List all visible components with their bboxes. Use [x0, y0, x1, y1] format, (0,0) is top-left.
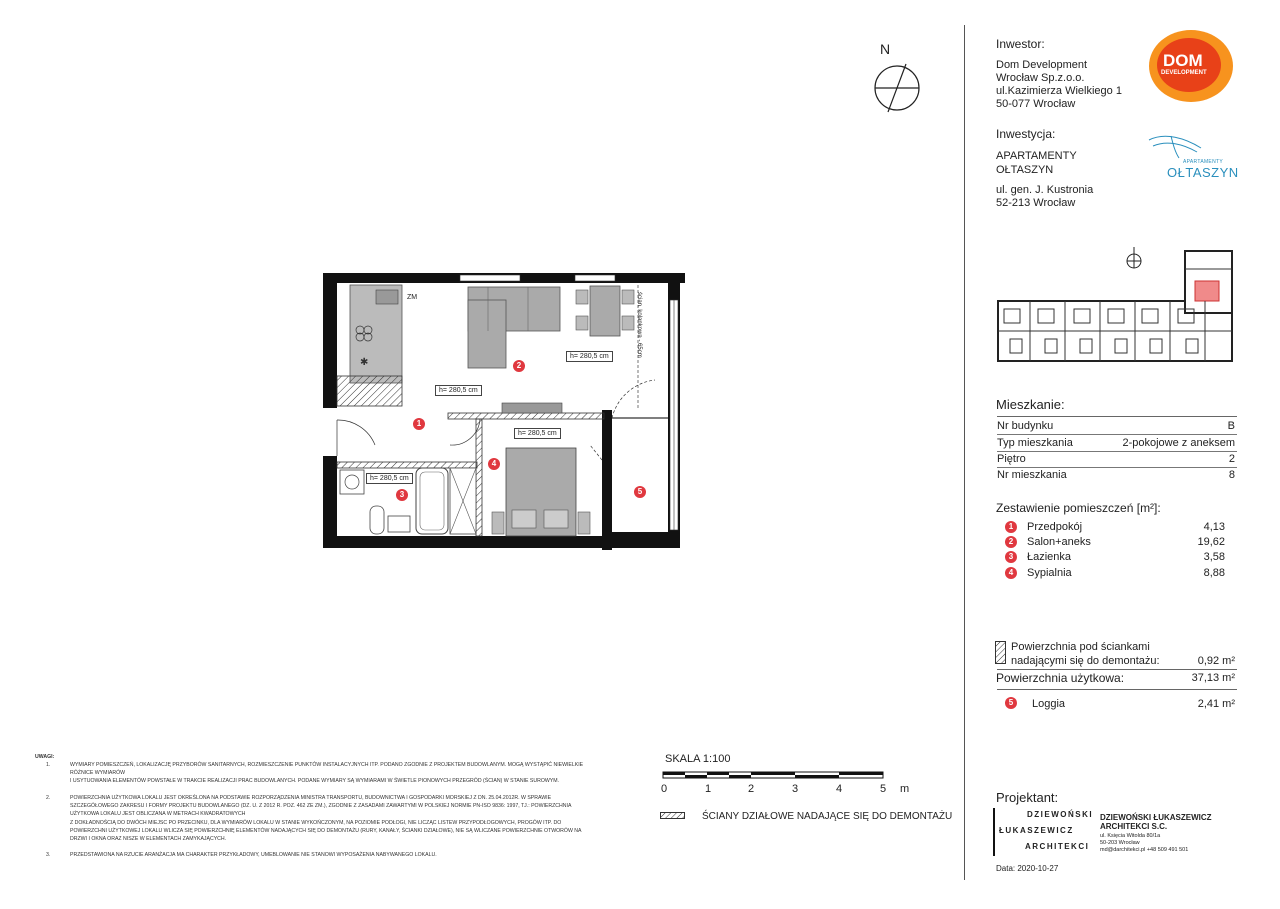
designer-date: Data: 2020-10-27 [996, 864, 1059, 873]
usable-area-label: Powierzchnia użytkowa: [996, 671, 1125, 685]
room-badge-4: 4 [488, 458, 500, 470]
note-2-line: POWIERZCHNIA UŻYTKOWA LOKALU JEST OKREŚLONA NA PODSTAWIE ROZPORZĄDZENIA MINISTRA TRANSPORTU, BUDOWNICTWA I GOSPODARKI MORSKIEJ Z DN. 25.04.2012R. W SPRAWIE [70, 795, 552, 801]
room-number-badge: 2 [1005, 536, 1017, 548]
room-name: Przedpokój [1027, 521, 1083, 533]
plan-height-label: h= 280,5 cm [514, 428, 561, 439]
note-2-line: Z DOKŁADNOŚCIĄ DO DWÓCH MIEJSC PO PRZECINKU, DLA WYMIARÓW LOKALU W STANIE WYKOŃCZONYM, NA POZIOMIE PODŁOGI, NIE LICZĄC LISTEW PRZYPODŁOGOWYCH, PROGÓW ITP. DO [70, 820, 562, 826]
room-area: 19,62 [1197, 536, 1225, 548]
plan-knee-wall-label: ścian. kolankowa - 65cm [636, 292, 642, 358]
logo-apartamenty-text: APARTAMENTY [1183, 159, 1223, 165]
note-3-no: 3. [46, 852, 51, 858]
room-number-badge: 1 [1005, 521, 1017, 533]
compass-icon [868, 58, 928, 118]
plan-zm-label: ZM [407, 294, 418, 301]
room-name: Salon+aneks [1027, 536, 1091, 548]
logo-dom-text: DOM [1163, 51, 1203, 70]
scale-bar [660, 768, 900, 782]
room-row [1005, 566, 1237, 581]
investor-line: Dom Development [996, 59, 1088, 71]
logo-oltaszyn-text: OŁTASZYN [1167, 165, 1239, 180]
row-label: Typ mieszkania [997, 437, 1073, 449]
row-value: 8 [1228, 469, 1235, 481]
panel-divider [964, 25, 965, 880]
scale-unit: m [900, 783, 910, 795]
investor-line: Wrocław Sp.z.o.o. [996, 72, 1085, 84]
table-rule [997, 416, 1237, 417]
investment-line: ul. gen. J. Kustronia [996, 184, 1094, 196]
scale-tick: 5 [880, 783, 887, 795]
investment-line: OŁTASZYN [996, 164, 1054, 176]
room-row [1005, 550, 1237, 565]
plan-height-label: h= 280,5 cm [435, 385, 482, 396]
note-2-line: DRZWI I OKNA ORAZ NISZE W ELEMENTACH ZAMYKAJĄCYCH. [70, 836, 227, 842]
apartment-row [997, 418, 1237, 435]
room-area: 4,13 [1203, 521, 1225, 533]
designer-address: ul. Księcia Witolda 80/1a [1100, 833, 1161, 839]
room-name: Sypialnia [1027, 567, 1072, 579]
totals-rule [997, 689, 1237, 690]
room-badge-1: 1 [413, 418, 425, 430]
apartment-row [997, 435, 1237, 452]
north-arrow [868, 42, 928, 118]
note-1-line: WYMIARY POMIESZCZEŃ, LOKALIZACJĘ PRZYBORÓW SANITARNYCH, ROZMIESZCZENIE PUNKTÓW INSTALACYJNYCH ITP. PODANO ZGODNIE Z PROJEKTEM BUDOWLANYM. MOGĄ WYSTĄPIĆ NIEWIELKIE [70, 762, 584, 768]
note-1-no: 1. [46, 762, 51, 768]
note-2-line: SZCZEGÓŁOWEGO ZAKRESU I FORMY PROJEKTU BUDOWLANEGO (DZ. U. Z 2012 R. POZ. 462 ZE ZM.), ZGODNIE Z ZASADAMI ZAWARTYMI W POLSKIEJ NORMIE PN-ISO 9836: 1997, TJ.: POWIERZCHNIA [70, 803, 572, 809]
investment-line: APARTAMENTY [996, 150, 1077, 162]
designer-heading: Projektant: [996, 790, 1059, 805]
investor-heading: Inwestor: [996, 37, 1045, 51]
scale-block [660, 752, 960, 832]
designer-name: ARCHITEKCI S.C. [1100, 822, 1168, 831]
room-area: 3,58 [1203, 551, 1225, 563]
designer-logo [993, 808, 1093, 856]
removable-walls-label: nadającymi się do demontażu: [1011, 655, 1160, 667]
room-badge-2: 2 [513, 360, 525, 372]
investment-line: 52-213 Wrocław [996, 197, 1076, 209]
apartamenty-oltaszyn-logo [1145, 134, 1240, 184]
row-value: 2 [1228, 453, 1235, 465]
room-row [1005, 535, 1237, 550]
designer-logo-line: ŁUKASZEWICZ [999, 826, 1074, 835]
designer-contact: md@darchitekci.pl +48 509 491 501 [1100, 847, 1189, 853]
removable-wall-hatch-icon [995, 641, 1007, 665]
scale-tick: 0 [661, 783, 668, 795]
note-2-line: POWIERZCHNI UŻYTKOWEJ LOKALU WLICZA SIĘ POWIERZCHNIĘ ELEMENTÓW NADAJĄCYCH SIĘ DO DEMONTAŻU (RURY, KANAŁY, ŚCIANKI DZIAŁOWE), NIE SĄ WLICZANE POWIERZCHNIE OTWORÓW NA [70, 828, 582, 834]
scale-tick: 3 [792, 783, 799, 795]
designer-name: DZIEWOŃSKI ŁUKASZEWICZ [1100, 813, 1212, 822]
room-area: 8,88 [1203, 567, 1225, 579]
floor-plan-drawing [320, 270, 690, 555]
room-name: Łazienka [1027, 551, 1072, 563]
apartment-row [997, 451, 1237, 468]
totals-rule [997, 669, 1237, 670]
note-1-line: RÓŻNICE WYMIARÓW [70, 770, 126, 776]
designer-address: 50-203 Wrocław [1100, 840, 1140, 846]
investment-heading: Inwestycja: [996, 127, 1056, 141]
scale-legend: ŚCIANY DZIAŁOWE NADAJĄCE SIĘ DO DEMONTAŻU [702, 811, 953, 822]
loggia-badge: 5 [1005, 697, 1017, 709]
key-plan-drawing [990, 245, 1240, 375]
investor-line: 50-077 Wrocław [996, 98, 1076, 110]
dom-development-logo [1147, 28, 1235, 104]
usable-area-value: 37,13 m² [1191, 672, 1235, 684]
row-value: 2-pokojowe z aneksem [1122, 437, 1235, 449]
loggia-label: Loggia [1032, 698, 1066, 710]
north-label: N [880, 41, 891, 57]
row-label: Nr mieszkania [997, 469, 1067, 481]
removable-walls-value: 0,92 m² [1197, 655, 1235, 667]
rooms-heading: Zestawienie pomieszczeń [m²]: [996, 501, 1161, 515]
note-2-line: UŻYTKOWA LOKALU JEST OBLICZANA W METRACH KWADRATOWYCH [70, 811, 246, 817]
row-value: B [1227, 420, 1235, 432]
row-label: Piętro [997, 453, 1026, 465]
room-badge-3: 3 [396, 489, 408, 501]
designer-logo-line: DZIEWOŃSKI [1027, 810, 1094, 819]
notes-heading: UWAGI: [35, 754, 55, 760]
scale-tick: 4 [836, 783, 843, 795]
scale-label: SKALA 1:100 [665, 753, 731, 765]
plan-height-label: h= 280,5 cm [566, 351, 613, 362]
apartment-row [997, 467, 1237, 483]
note-2-no: 2. [46, 795, 51, 801]
designer-logo-line: ARCHITEKCI [1025, 842, 1090, 851]
svg-text:✱: ✱ [360, 357, 369, 368]
removable-walls-label: Powierzchnia pod ściankami [1011, 641, 1150, 653]
investor-line: ul.Kazimierza Wielkiego 1 [996, 85, 1122, 97]
room-badge-5: 5 [634, 486, 646, 498]
row-label: Nr budynku [997, 420, 1054, 432]
note-1-line: I USYTUOWANIA ELEMENTÓW POWSTAŁE W TRAKCIE REALIZACJI PRAC BUDOWLANYCH. PODANE WYMIARY SĄ WYMIARAMI W ŚWIETLE PIONOWYCH PRZEGRÓD (ŚCIAN) W STANIE SUROWYM. [70, 778, 560, 784]
removable-wall-swatch-icon [660, 812, 686, 820]
room-number-badge: 4 [1005, 567, 1017, 579]
building-key-plan [990, 245, 1240, 375]
loggia-value: 2,41 m² [1197, 698, 1235, 710]
room-number-badge: 3 [1005, 551, 1017, 563]
note-3-line: PRZEDSTAWIONA NA RZUCIE ARANŻACJA MA CHARAKTER PRZYKŁADOWY, UMEBLOWANIE NIE STANOWI WYPOSAŻENIA NABYWANEGO LOKALU. [70, 852, 437, 858]
scale-tick: 2 [748, 783, 755, 795]
logo-development-text: DEVELOPMENT [1161, 70, 1207, 76]
room-row [1005, 520, 1237, 535]
scale-tick: 1 [705, 783, 712, 795]
apartment-heading: Mieszkanie: [996, 397, 1065, 412]
floor-plan [320, 270, 690, 555]
plan-height-label: h= 280,5 cm [366, 473, 413, 484]
